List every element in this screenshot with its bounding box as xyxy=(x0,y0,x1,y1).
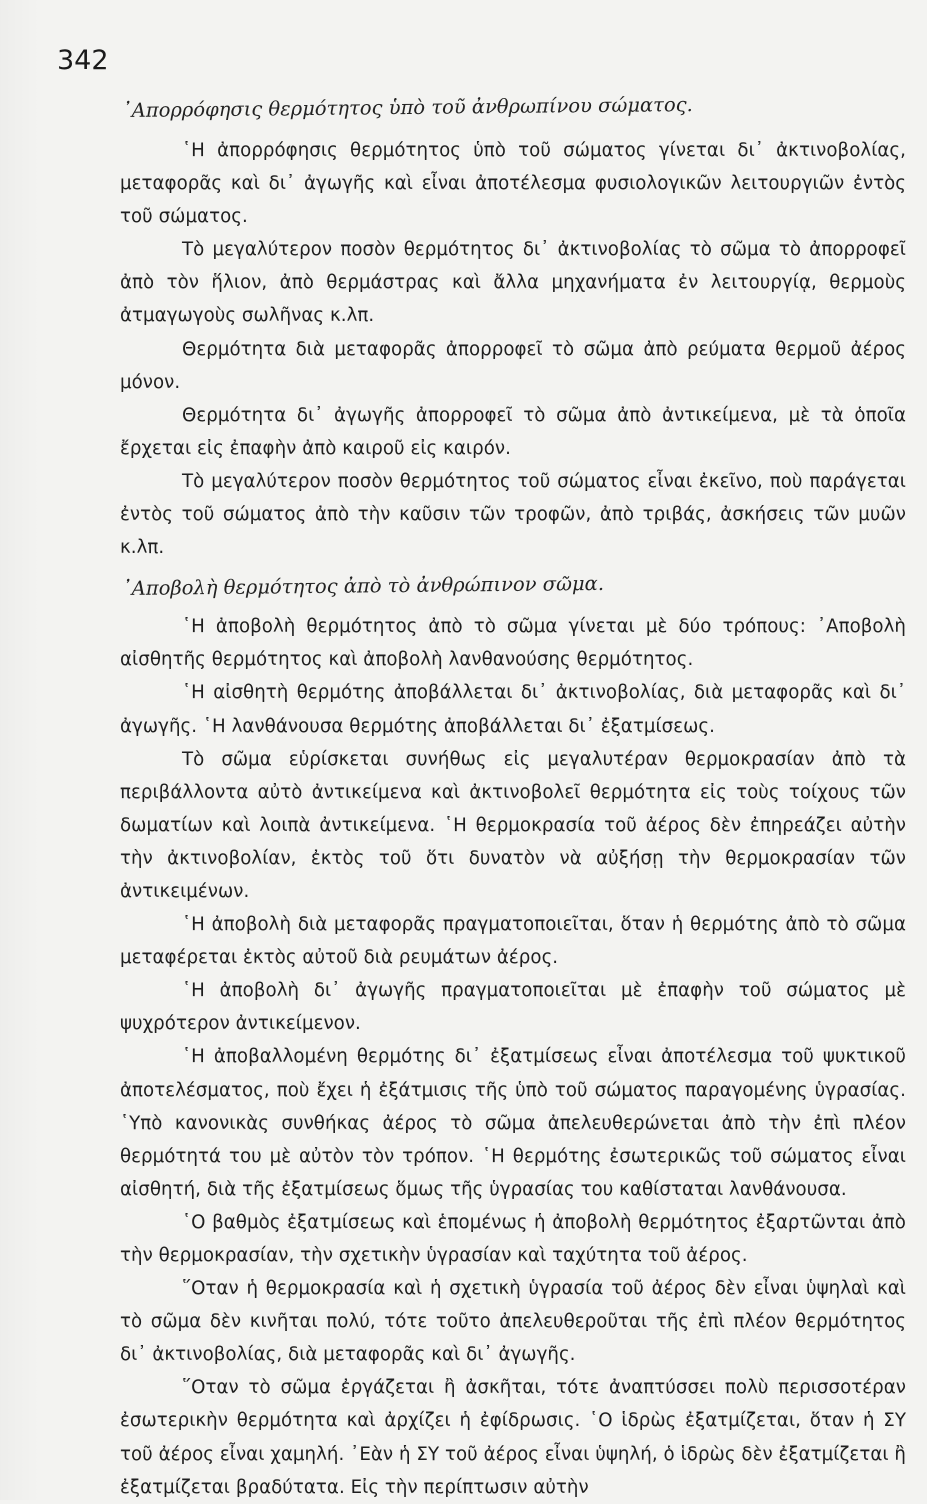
paragraph: Τὸ μεγαλύτερον ποσὸν θερμότητος τοῦ σώματος εἶναι ἐκεῖνο, ποὺ παράγεται ἐντὸς τοῦ σώματος ἀπὸ τὴν καῦσιν τῶν τροφῶν, ἀπὸ τριβάς, ἀσκήσεις τῶν μυῶν κ.λπ. xyxy=(120,470,906,559)
paragraph: Τὸ μεγαλύτερον ποσὸν θερμότητος δι᾿ ἀκτινοβολίας τὸ σῶμα τὸ ἀπορροφεῖ ἀπὸ τὸν ἥλιον, ἀπὸ θερμάστρας καὶ ἄλλα μηχανήματα ἐν λειτουργίᾳ, θερμοὺς ἀτμαγωγοὺς σωλῆνας κ.λπ. xyxy=(120,239,906,327)
paragraph: ῾Η ἀποβολὴ διὰ μεταφορᾶς πραγματοποιεῖται, ὅταν ἡ θερμότης ἀπὸ τὸ σῶμα μεταφέρεται ἐκτὸς αὐτοῦ διὰ ρευμάτων ἀέρος. xyxy=(120,914,906,969)
page-number: 342 xyxy=(57,45,109,76)
paragraph: ῾Η ἀποβολὴ δι᾿ ἀγωγῆς πραγματοποιεῖται μὲ ἐπαφὴν τοῦ σώματος μὲ ψυχρότερον ἀντικείμενον. xyxy=(120,980,906,1035)
paragraph: Θερμότητα δι᾿ ἀγωγῆς ἀπορροφεῖ τὸ σῶμα ἀπὸ ἀντικείμενα, μὲ τὰ ὁποῖα ἔρχεται εἰς ἐπαφὴν ἀπὸ καιροῦ εἰς καιρόν. xyxy=(120,404,906,459)
section-heading: ᾿Αποβολὴ θερμότητος ἀπὸ τὸ ἀνθρώπινον σῶμα. xyxy=(121,572,605,601)
paragraph: ῾Η αἰσθητὴ θερμότης ἀποβάλλεται δι᾿ ἀκτινοβολίας, διὰ μεταφορᾶς καὶ δι᾿ ἀγωγῆς. ῾Η λανθάνουσα θερμότης ἀποβάλλεται δι᾿ ἐξατμίσεως. xyxy=(120,682,906,737)
paragraph: ῞Οταν ἡ θερμοκρασία καὶ ἡ σχετικὴ ὑγρασία τοῦ ἀέρος δὲν εἶναι ὑψηλαὶ καὶ τὸ σῶμα δὲν κινῆται πολύ, τότε τοῦτο ἀπελευθεροῦται τῆς ἐπὶ πλέον θερμότητος δι᾿ ἀκτινοβολίας, διὰ μεταφορᾶς καὶ δι᾿ ἀγωγῆς. xyxy=(120,1278,906,1366)
paragraph: ῾Η ἀποβαλλομένη θερμότης δι᾿ ἐξατμίσεως εἶναι ἀποτέλεσμα τοῦ ψυκτικοῦ ἀποτελέσματος, ποὺ ἔχει ἡ ἐξάτμισις τῆς ὑπὸ τοῦ σώματος παραγομένης ὑγρασίας. ῾Υπὸ κανονικὰς συνθήκας ἀέρος τὸ σῶμα ἀπελευθερώνεται ἀπὸ τὴν ἐπὶ πλέον θερμότητά του μὲ αὐτὸν τὸν τρόπον. ῾Η θερμότης ἐσωτερικῶς τοῦ σώματος εἶναι αἰσθητή, διὰ τῆς ἐξατμίσεως ὅμως τῆς ὑγρασίας του καθίσταται λανθάνουσα. xyxy=(120,1046,906,1200)
section-heat-absorption xyxy=(120,94,906,564)
section-heat-emission xyxy=(120,572,906,1504)
paragraph: ῞Οταν τὸ σῶμα ἐργάζεται ἢ ἀσκῆται, τότε ἀναπτύσσει πολὺ περισσοτέραν ἐσωτερικὴν θερμότητα καὶ ἀρχίζει ἡ ἐφίδρωσις. ῾Ο ἱδρὼς ἐξατμίζεται, ὅταν ἡ ΣΥ τοῦ ἀέρος εἶναι χαμηλή. ᾿Εὰν ἡ ΣΥ τοῦ ἀέρος εἶναι ὑψηλή, ὁ ἱδρὼς δὲν ἐξατμίζεται ἢ ἐξατμίζεται βραδύτατα. Εἰς τὴν περίπτωσιν αὐτὴν xyxy=(120,1377,906,1498)
page-body xyxy=(120,94,906,1504)
section-heading: ᾿Απορρόφησις θερμότητος ὑπὸ τοῦ ἀνθρωπίνου σώματος. xyxy=(121,93,693,122)
paragraph: Τὸ σῶμα εὑρίσκεται συνήθως εἰς μεγαλυτέραν θερμοκρασίαν ἀπὸ τὰ περιβάλλοντα αὐτὸ ἀντικείμενα καὶ ἀκτινοβολεῖ θερμότητα εἰς τοὺς τοίχους τῶν δωματίων καὶ λοιπὰ ἀντικείμενα. ῾Η θερμοκρασία τοῦ ἀέρος δὲν ἐπηρεάζει αὐτὴν τὴν ἀκτινοβολίαν, ἐκτὸς τοῦ ὅτι δυνατὸν νὰ αὐξήσῃ τὴν θερμοκρασίαν τῶν ἀντικειμένων. xyxy=(120,748,906,902)
page-edge-shadow xyxy=(0,0,40,1500)
paragraph: ῾Η ἀποβολὴ θερμότητος ἀπὸ τὸ σῶμα γίνεται μὲ δύο τρόπους: ᾿Αποβολὴ αἰσθητῆς θερμότητος καὶ ἀποβολὴ λανθανούσης θερμότητος. xyxy=(120,616,906,671)
paragraph: ῾Η ἀπορρόφησις θερμότητος ὑπὸ τοῦ σώματος γίνεται δι᾿ ἀκτινοβολίας, μεταφορᾶς καὶ δι᾿ ἀγωγῆς καὶ εἶναι ἀποτέλεσμα φυσιολογικῶν λειτουργιῶν ἐντὸς τοῦ σώματος. xyxy=(120,140,906,228)
paragraph: Θερμότητα διὰ μεταφορᾶς ἀπορροφεῖ τὸ σῶμα ἀπὸ ρεύματα θερμοῦ ἀέρος μόνον. xyxy=(120,338,906,393)
paragraph: ῾Ο βαθμὸς ἐξατμίσεως καὶ ἑπομένως ἡ ἀποβολὴ θερμότητος ἐξαρτῶνται ἀπὸ τὴν θερμοκρασίαν, τὴν σχετικὴν ὑγρασίαν καὶ ταχύτητα τοῦ ἀέρος. xyxy=(120,1211,906,1266)
